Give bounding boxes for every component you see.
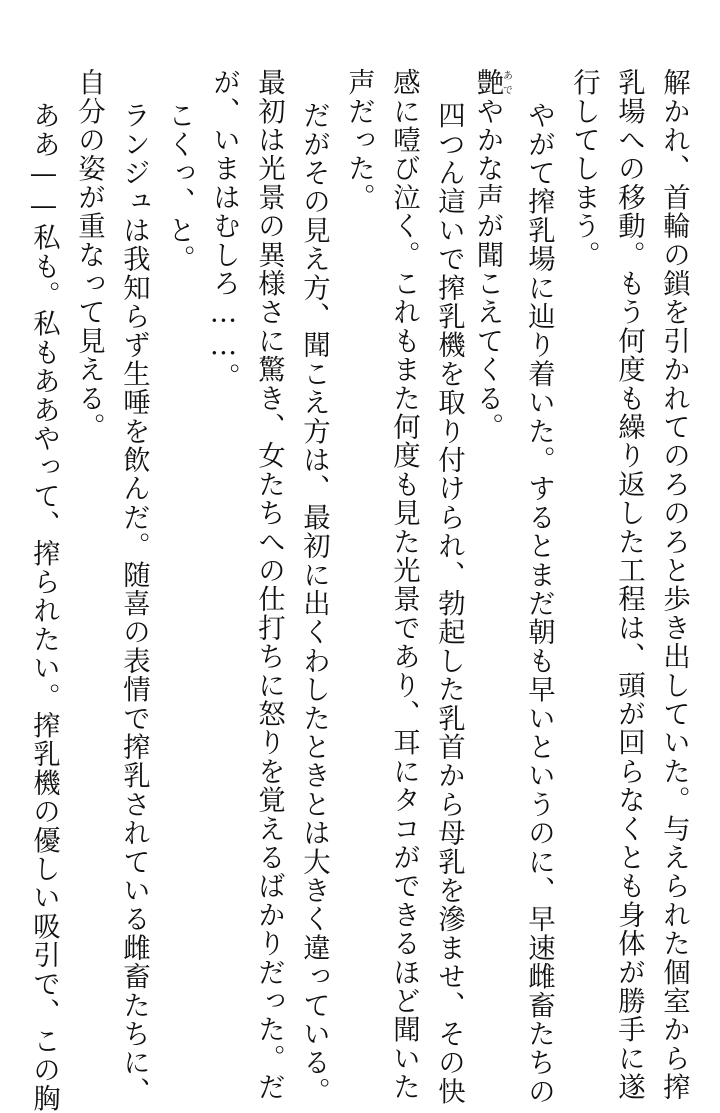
text-column-13: ランジュは我知らず生唾を飲んだ。随喜の表情で搾乳されている雌畜たちに、 xyxy=(118,101,149,1106)
text-column-1: 解かれ、首輪の鎖を引かれてのろのろと歩き出していた。与えられた個室から搾 xyxy=(658,68,689,1102)
text-column-3: 行してしまう。 xyxy=(568,68,599,269)
text-column-10: 最初は光景の異様さに驚き、女たちへの仕打ちに怒りを覚えるばかりだった。だ xyxy=(253,68,284,1102)
text-column-8: 声だった。 xyxy=(343,68,374,212)
text-column-5: 艶あでやかな声が聞こえてくる。 xyxy=(471,68,512,442)
text-column-14: 自分の姿が重なって見える。 xyxy=(73,68,104,442)
text-column-4: やがて搾乳場に辿り着いた。するとまだ朝も早いというのに、早速雌畜たちの xyxy=(523,101,554,1106)
text-column-11: が、いまはむしろ……。 xyxy=(208,68,239,391)
ruby-word: 艶あで xyxy=(471,68,512,97)
ruby-reading: あで xyxy=(500,68,512,97)
text-column-9: だがその見え方、聞こえ方は、最初に出くわしたときとは大きく違っている。 xyxy=(298,101,329,1106)
text-column-12: こくっ、と。 xyxy=(163,101,194,274)
text-column-2: 乳場への移動。もう何度も繰り返した工程は、頭が回らなくとも身体が勝手に遂 xyxy=(613,68,644,1102)
text-column-15: ああ——私も。私もああやって、搾られたい。搾乳機の優しい吸引で、この胸 xyxy=(28,101,59,1113)
text-column-7: 感に噎び泣く。これもまた何度も見た光景であり、耳にタコができるほど聞いた xyxy=(388,68,419,1102)
text-column-6: 四つん這いで搾乳機を取り付けられ、勃起した乳首から母乳を滲ませ、その快 xyxy=(433,101,464,1106)
